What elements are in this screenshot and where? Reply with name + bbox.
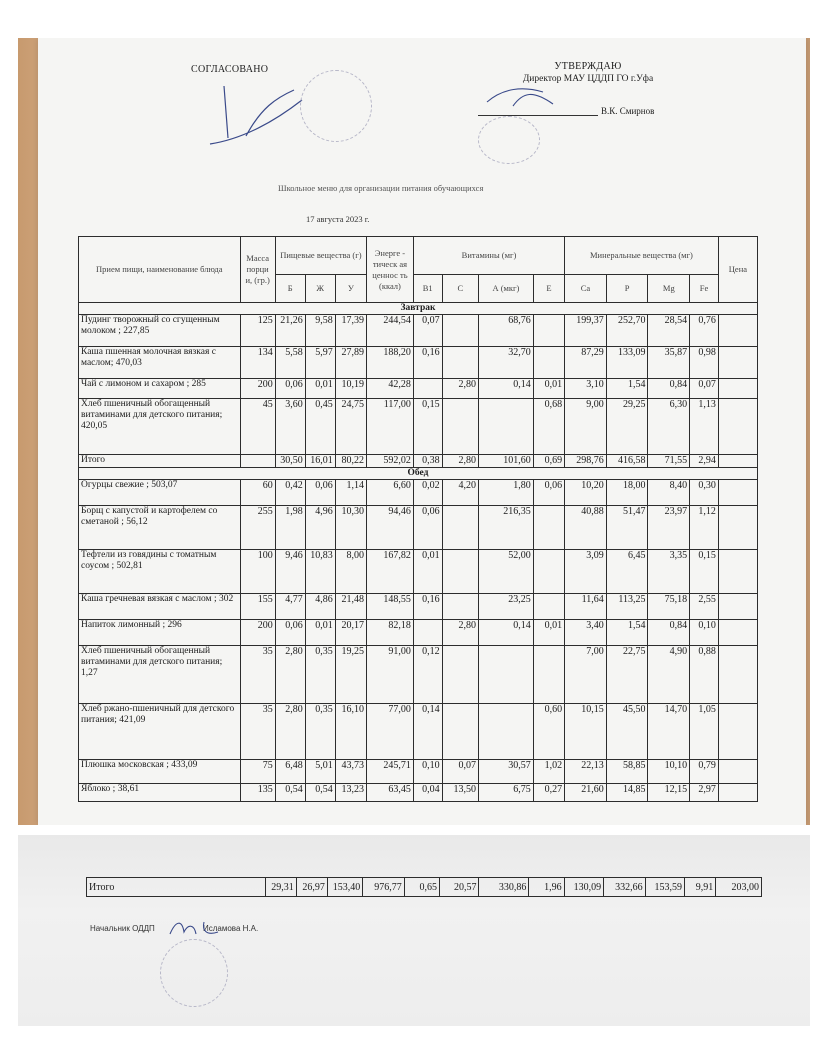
cell-p: 29,25 — [606, 399, 648, 455]
grand-total-ca: 130,09 — [564, 878, 603, 897]
director-title: Директор МАУ ЦДДП ГО г.Уфа — [522, 74, 654, 84]
cell-zh: 0,35 — [305, 704, 335, 760]
signature-underline — [478, 115, 598, 116]
grand-total-u: 153,40 — [327, 878, 362, 897]
cell-c: 13,50 — [442, 784, 478, 802]
table-row — [79, 315, 758, 347]
col-ca: Са — [565, 275, 607, 303]
cell-e: 0,27 — [533, 784, 564, 802]
cell-price — [718, 550, 757, 594]
cell-mass: 135 — [240, 784, 275, 802]
cell-a: 30,57 — [479, 760, 534, 784]
cell-b1: 0,10 — [413, 760, 442, 784]
total-mass — [240, 455, 275, 468]
cell-u: 13,23 — [335, 784, 366, 802]
cell-b1: 0,15 — [413, 399, 442, 455]
cell-mg: 10,10 — [648, 760, 690, 784]
cell-energy: 42,28 — [367, 379, 414, 399]
cell-mg: 0,84 — [648, 379, 690, 399]
total-zh: 16,01 — [305, 455, 335, 468]
cell-e: 0,01 — [533, 620, 564, 646]
cell-u: 24,75 — [335, 399, 366, 455]
cell-u: 16,10 — [335, 704, 366, 760]
col-b: Б — [275, 275, 305, 303]
cell-e — [533, 646, 564, 704]
total-p: 416,58 — [606, 455, 648, 468]
photo-page-2 — [18, 835, 810, 1026]
dish-name: Тефтели из говядины с томатным соусом ; 502,81 — [79, 550, 241, 594]
cell-b: 0,54 — [275, 784, 305, 802]
agreed-label: СОГЛАСОВАНО — [191, 64, 269, 75]
cell-mass: 134 — [240, 347, 275, 379]
cell-a: 6,75 — [479, 784, 534, 802]
cell-energy: 82,18 — [367, 620, 414, 646]
cell-energy: 6,60 — [367, 480, 414, 506]
dish-name: Пудинг творожный со сгущенным молоком ; 227,85 — [79, 315, 241, 347]
col-mg: Mg — [648, 275, 690, 303]
section-total-label: Итого — [79, 455, 241, 468]
cell-u: 20,17 — [335, 620, 366, 646]
table-row — [79, 760, 758, 784]
cell-zh: 0,01 — [305, 620, 335, 646]
table-row — [79, 379, 758, 399]
cell-a — [479, 704, 534, 760]
cell-ca: 9,00 — [565, 399, 607, 455]
cell-a: 68,76 — [479, 315, 534, 347]
cell-mg: 4,90 — [648, 646, 690, 704]
dish-name: Борщ с капустой и картофелем со сметаной ; 56,12 — [79, 506, 241, 550]
cell-p: 252,70 — [606, 315, 648, 347]
cell-fe: 0,98 — [690, 347, 719, 379]
cell-a: 23,25 — [479, 594, 534, 620]
cell-price — [718, 646, 757, 704]
cell-b: 9,46 — [275, 550, 305, 594]
cell-p: 18,00 — [606, 480, 648, 506]
cell-fe: 0,30 — [690, 480, 719, 506]
total-u: 80,22 — [335, 455, 366, 468]
cell-b: 0,42 — [275, 480, 305, 506]
director-signature-line — [478, 106, 654, 116]
cell-fe: 0,15 — [690, 550, 719, 594]
cell-mg: 35,87 — [648, 347, 690, 379]
stamp-right — [478, 116, 540, 164]
cell-p: 45,50 — [606, 704, 648, 760]
cell-a: 52,00 — [479, 550, 534, 594]
grand-total-a: 330,86 — [479, 878, 529, 897]
cell-e — [533, 315, 564, 347]
cell-energy: 148,55 — [367, 594, 414, 620]
cell-b1: 0,02 — [413, 480, 442, 506]
cell-ca: 3,09 — [565, 550, 607, 594]
cell-fe: 2,97 — [690, 784, 719, 802]
director-name: В.К. Смирнов — [601, 106, 655, 116]
col-fe: Fe — [690, 275, 719, 303]
cell-c — [442, 347, 478, 379]
total-b1: 0,38 — [413, 455, 442, 468]
cell-p: 58,85 — [606, 760, 648, 784]
cell-e: 0,01 — [533, 379, 564, 399]
cell-price — [718, 347, 757, 379]
cell-c — [442, 315, 478, 347]
col-p: Р — [606, 275, 648, 303]
cell-e — [533, 550, 564, 594]
cell-price — [718, 784, 757, 802]
cell-zh: 0,35 — [305, 646, 335, 704]
cell-price — [718, 379, 757, 399]
col-minerals: Минеральные вещества (мг) — [565, 237, 719, 275]
cell-mass: 200 — [240, 620, 275, 646]
dish-name: Хлеб пшеничный обогащенный витаминами для детского питания; 1,27 — [79, 646, 241, 704]
cell-price — [718, 760, 757, 784]
cell-price — [718, 506, 757, 550]
cell-c: 2,80 — [442, 620, 478, 646]
cell-fe: 2,55 — [690, 594, 719, 620]
cell-ca: 87,29 — [565, 347, 607, 379]
cell-b1: 0,16 — [413, 347, 442, 379]
cell-price — [718, 480, 757, 506]
table-row — [79, 399, 758, 455]
cell-b: 1,98 — [275, 506, 305, 550]
cell-fe: 0,88 — [690, 646, 719, 704]
menu-table — [78, 236, 758, 802]
cell-zh: 10,83 — [305, 550, 335, 594]
cell-b: 0,06 — [275, 620, 305, 646]
cell-p: 113,25 — [606, 594, 648, 620]
menu-sheet — [38, 38, 806, 825]
cell-e: 1,02 — [533, 760, 564, 784]
cell-zh: 9,58 — [305, 315, 335, 347]
cell-mg: 28,54 — [648, 315, 690, 347]
cell-u: 43,73 — [335, 760, 366, 784]
col-vitamins: Витамины (мг) — [413, 237, 564, 275]
cell-energy: 188,20 — [367, 347, 414, 379]
total-price — [718, 455, 757, 468]
cell-ca: 7,00 — [565, 646, 607, 704]
cell-zh: 5,01 — [305, 760, 335, 784]
cell-u: 17,39 — [335, 315, 366, 347]
grand-total-label: Итого — [87, 878, 266, 897]
cell-b: 2,80 — [275, 704, 305, 760]
cell-u: 21,48 — [335, 594, 366, 620]
footer-stamp — [160, 939, 228, 1007]
document-title: Школьное меню для организации питания обучающихся — [278, 183, 484, 193]
cell-u: 10,30 — [335, 506, 366, 550]
cell-p: 51,47 — [606, 506, 648, 550]
total-b: 30,50 — [275, 455, 305, 468]
dish-name: Каша пшенная молочная вязкая с маслом; 470,03 — [79, 347, 241, 379]
cell-ca: 3,40 — [565, 620, 607, 646]
col-price: Цена — [718, 237, 757, 303]
document-date: 17 августа 2023 г. — [306, 214, 370, 224]
cell-ca: 199,37 — [565, 315, 607, 347]
col-meal: Прием пищи, наименование блюда — [79, 237, 241, 303]
total-ca: 298,76 — [565, 455, 607, 468]
photo-page-1 — [18, 38, 810, 825]
cell-c — [442, 399, 478, 455]
cell-c — [442, 594, 478, 620]
cell-b1: 0,07 — [413, 315, 442, 347]
cell-p: 22,75 — [606, 646, 648, 704]
cell-a — [479, 399, 534, 455]
cell-mass: 255 — [240, 506, 275, 550]
table-row — [79, 594, 758, 620]
table-row — [79, 784, 758, 802]
cell-mg: 3,35 — [648, 550, 690, 594]
cell-ca: 10,20 — [565, 480, 607, 506]
grand-total-c: 20,57 — [440, 878, 479, 897]
cell-fe: 0,76 — [690, 315, 719, 347]
cell-b1: 0,04 — [413, 784, 442, 802]
cell-u: 1,14 — [335, 480, 366, 506]
cell-fe: 0,79 — [690, 760, 719, 784]
cell-zh: 4,96 — [305, 506, 335, 550]
cell-a: 0,14 — [479, 620, 534, 646]
cell-p: 1,54 — [606, 379, 648, 399]
cell-mg: 75,18 — [648, 594, 690, 620]
cell-mass: 45 — [240, 399, 275, 455]
cell-energy: 77,00 — [367, 704, 414, 760]
cell-c — [442, 550, 478, 594]
total-fe: 2,94 — [690, 455, 719, 468]
cell-b1: 0,16 — [413, 594, 442, 620]
footer-name: Исламова Н.А. — [202, 924, 259, 933]
cell-ca: 11,64 — [565, 594, 607, 620]
cell-a: 216,35 — [479, 506, 534, 550]
cell-energy: 91,00 — [367, 646, 414, 704]
cell-e — [533, 347, 564, 379]
cell-energy: 94,46 — [367, 506, 414, 550]
total-c: 2,80 — [442, 455, 478, 468]
cell-mg: 6,30 — [648, 399, 690, 455]
cell-a: 0,14 — [479, 379, 534, 399]
grand-total-table — [86, 877, 762, 897]
table-row — [79, 620, 758, 646]
col-c: С — [442, 275, 478, 303]
cell-price — [718, 399, 757, 455]
cell-b: 0,06 — [275, 379, 305, 399]
dish-name: Плюшка московская ; 433,09 — [79, 760, 241, 784]
section-row — [79, 303, 758, 315]
cell-u: 19,25 — [335, 646, 366, 704]
cell-zh: 0,01 — [305, 379, 335, 399]
signature-left — [206, 78, 316, 148]
section-title: Завтрак — [79, 303, 758, 315]
cell-u: 27,89 — [335, 347, 366, 379]
cell-b1 — [413, 620, 442, 646]
col-zh: Ж — [305, 275, 335, 303]
footer-handwritten-signature — [166, 918, 226, 940]
cell-price — [718, 594, 757, 620]
cell-e — [533, 594, 564, 620]
cell-fe: 0,10 — [690, 620, 719, 646]
menu-sheet-continued — [18, 835, 810, 1026]
grand-total-b1: 0,65 — [404, 878, 439, 897]
cell-zh: 0,06 — [305, 480, 335, 506]
total-a: 101,60 — [479, 455, 534, 468]
col-nutrients: Пищевые вещества (г) — [275, 237, 366, 275]
cell-u: 8,00 — [335, 550, 366, 594]
cell-c: 2,80 — [442, 379, 478, 399]
cell-fe: 1,12 — [690, 506, 719, 550]
cell-b1: 0,14 — [413, 704, 442, 760]
grand-total-p: 332,66 — [604, 878, 646, 897]
grand-total-e: 1,96 — [529, 878, 564, 897]
dish-name: Напиток лимонный ; 296 — [79, 620, 241, 646]
dish-name: Чай с лимоном и сахаром ; 285 — [79, 379, 241, 399]
table-row — [79, 704, 758, 760]
cell-b: 5,58 — [275, 347, 305, 379]
cell-price — [718, 315, 757, 347]
approval-block — [478, 60, 698, 86]
cell-c — [442, 704, 478, 760]
cell-e — [533, 506, 564, 550]
cell-mass: 200 — [240, 379, 275, 399]
cell-fe: 1,13 — [690, 399, 719, 455]
cell-a: 1,80 — [479, 480, 534, 506]
cell-mass: 75 — [240, 760, 275, 784]
grand-total-mg: 153,59 — [645, 878, 684, 897]
cell-mass: 35 — [240, 704, 275, 760]
cell-e: 0,60 — [533, 704, 564, 760]
dish-name: Хлеб пшеничный обогащенный витаминами для детского питания; 420,05 — [79, 399, 241, 455]
cell-ca: 21,60 — [565, 784, 607, 802]
cell-e: 0,68 — [533, 399, 564, 455]
cell-c: 0,07 — [442, 760, 478, 784]
cell-c — [442, 506, 478, 550]
section-row — [79, 468, 758, 480]
cell-c — [442, 646, 478, 704]
cell-ca: 10,15 — [565, 704, 607, 760]
col-mass: Масса порци и, (гр.) — [240, 237, 275, 303]
dish-name: Каша гречневая вязкая с маслом ; 302 — [79, 594, 241, 620]
cell-price — [718, 620, 757, 646]
col-u: У — [335, 275, 366, 303]
cell-fe: 0,07 — [690, 379, 719, 399]
cell-ca: 3,10 — [565, 379, 607, 399]
table-row — [79, 506, 758, 550]
cell-price — [718, 704, 757, 760]
col-b1: В1 — [413, 275, 442, 303]
cell-c: 4,20 — [442, 480, 478, 506]
cell-mass: 35 — [240, 646, 275, 704]
grand-total-row — [87, 878, 762, 897]
cell-e: 0,06 — [533, 480, 564, 506]
cell-energy: 244,54 — [367, 315, 414, 347]
cell-zh: 0,45 — [305, 399, 335, 455]
cell-mass: 125 — [240, 315, 275, 347]
stamp-left — [300, 70, 372, 142]
cell-fe: 1,05 — [690, 704, 719, 760]
total-e: 0,69 — [533, 455, 564, 468]
cell-u: 10,19 — [335, 379, 366, 399]
cell-energy: 117,00 — [367, 399, 414, 455]
grand-total-energy: 976,77 — [363, 878, 405, 897]
table-row — [79, 550, 758, 594]
dish-name: Яблоко ; 38,61 — [79, 784, 241, 802]
grand-total-price: 203,00 — [716, 878, 762, 897]
cell-p: 1,54 — [606, 620, 648, 646]
col-energy: Энерге - тическ ая ценнос ть (ккал) — [367, 237, 414, 303]
dish-name: Хлеб ржано-пшеничный для детского питания; 421,09 — [79, 704, 241, 760]
cell-ca: 40,88 — [565, 506, 607, 550]
cell-b1: 0,01 — [413, 550, 442, 594]
cell-p: 133,09 — [606, 347, 648, 379]
cell-b1: 0,12 — [413, 646, 442, 704]
cell-mg: 14,70 — [648, 704, 690, 760]
grand-total-b: 29,31 — [265, 878, 296, 897]
cell-ca: 22,13 — [565, 760, 607, 784]
dish-name: Огурцы свежие ; 503,07 — [79, 480, 241, 506]
cell-mg: 23,97 — [648, 506, 690, 550]
cell-mg: 12,15 — [648, 784, 690, 802]
cell-energy: 167,82 — [367, 550, 414, 594]
total-mg: 71,55 — [648, 455, 690, 468]
cell-b: 21,26 — [275, 315, 305, 347]
cell-zh: 5,97 — [305, 347, 335, 379]
section-total-row — [79, 455, 758, 468]
cell-zh: 4,86 — [305, 594, 335, 620]
table-row — [79, 646, 758, 704]
cell-a: 32,70 — [479, 347, 534, 379]
col-e: Е — [533, 275, 564, 303]
table-row — [79, 347, 758, 379]
cell-zh: 0,54 — [305, 784, 335, 802]
grand-total-zh: 26,97 — [296, 878, 327, 897]
cell-b: 6,48 — [275, 760, 305, 784]
cell-p: 14,85 — [606, 784, 648, 802]
cell-mass: 155 — [240, 594, 275, 620]
grand-total-fe: 9,91 — [685, 878, 716, 897]
cell-b: 4,77 — [275, 594, 305, 620]
cell-energy: 63,45 — [367, 784, 414, 802]
cell-b1: 0,06 — [413, 506, 442, 550]
cell-b: 2,80 — [275, 646, 305, 704]
col-a: А (мкг) — [479, 275, 534, 303]
total-energy: 592,02 — [367, 455, 414, 468]
cell-p: 6,45 — [606, 550, 648, 594]
approve-label: УТВЕРЖДАЮ — [554, 61, 622, 72]
table-row — [79, 480, 758, 506]
cell-mass: 60 — [240, 480, 275, 506]
cell-mg: 0,84 — [648, 620, 690, 646]
menu-table-body — [79, 303, 758, 802]
cell-b: 3,60 — [275, 399, 305, 455]
footer-role: Начальник ОДДП — [90, 924, 155, 933]
section-title: Обед — [79, 468, 758, 480]
cell-energy: 245,71 — [367, 760, 414, 784]
cell-b1 — [413, 379, 442, 399]
cell-a — [479, 646, 534, 704]
cell-mass: 100 — [240, 550, 275, 594]
cell-mg: 8,40 — [648, 480, 690, 506]
